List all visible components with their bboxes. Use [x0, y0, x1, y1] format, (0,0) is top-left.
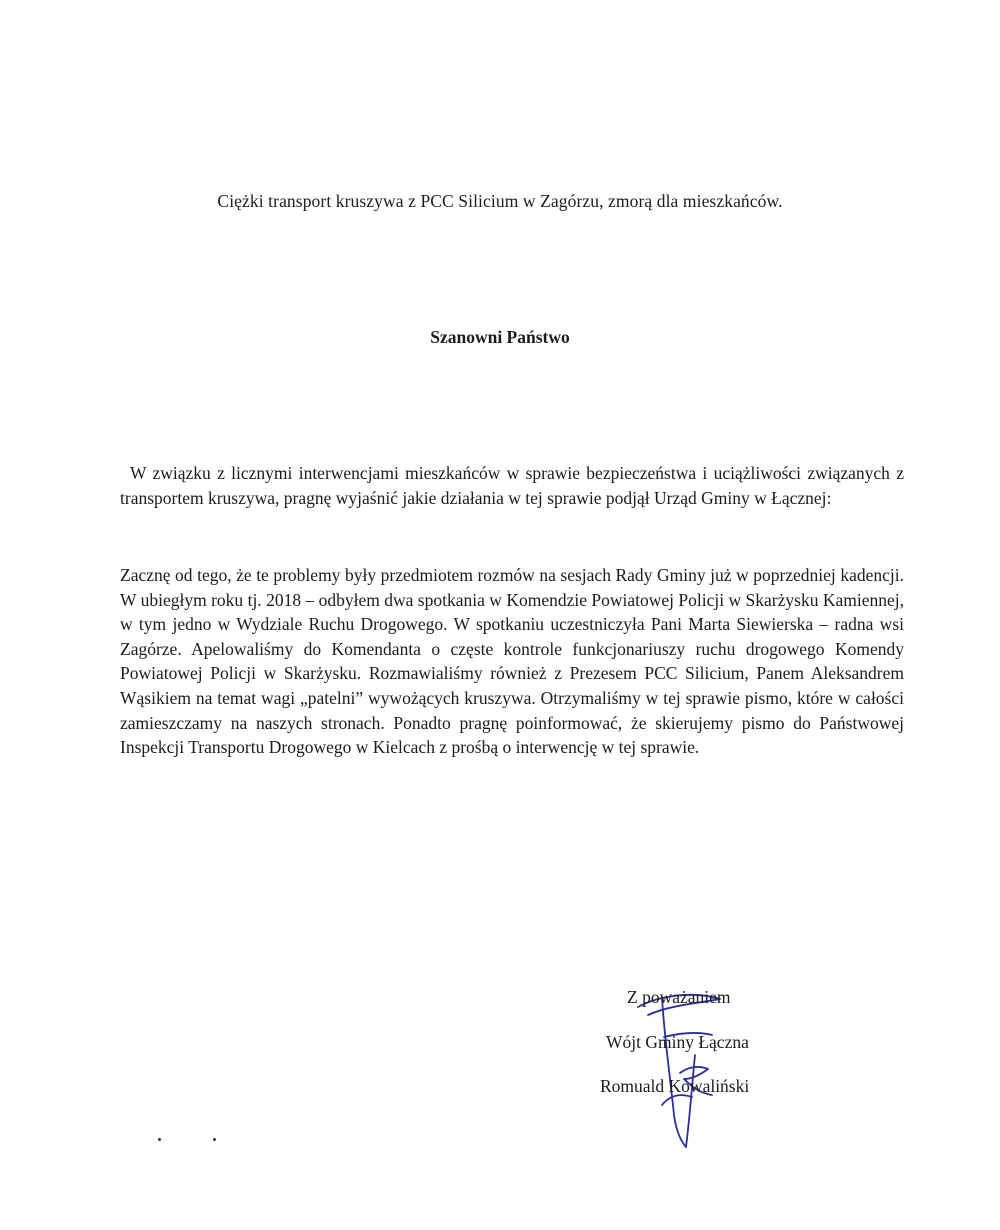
scan-speck — [158, 1138, 161, 1141]
signer-name: Romuald Kowaliński — [600, 1076, 750, 1096]
document-title: Ciężki transport kruszywa z PCC Silicium w Zagórzu, zmorą dla mieszkańców. — [217, 191, 783, 211]
paragraph-body: Zacznę od tego, że te problemy były przedmiotem rozmów na sesjach Rady Gminy już w poprzedniej kadencji. W ubiegłym roku tj. 2018 – odbyłem dwa spotkania w Komendzie Powiatowej Policji w Skarżysku Kamiennej, w tym jedno w Wydziale Ruchu Drogowego. W spotkaniu uczestniczyła Pani Marta Siewierska – radna wsi Zagórze. Apelowaliśmy do Komendanta o częste kontrole funkcjonariuszy ruchu drogowego Komendy Powiatowej Policji w Skarżysku. Rozmawialiśmy również z Prezesem PCC Silicium, Panem Aleksandrem Wąsikiem na temat wagi „patelni” wywożących kruszywa. Otrzymaliśmy w tej sprawie pismo, które w całości zamieszczamy na naszych stronach. Ponadto pragnę poinformować, że skierujemy pismo do Państwowej Inspekcji Transportu Drogowego w Kielcach z prośbą o interwencję w tej sprawie. — [120, 565, 904, 758]
scan-speck — [213, 1138, 216, 1141]
paragraph-intro-text: W związku z licznymi interwencjami mieszkańców w sprawie bezpieczeństwa i uciążliwości związanych z transportem kruszywa, pragnę wyjaśnić jakie działania w tej sprawie podjął Urząd Gminy w Łącznej: — [120, 463, 904, 508]
signer-position: Wójt Gminy Łączna — [606, 1032, 749, 1052]
salutation: Szanowni Państwo — [430, 327, 570, 347]
closing-regards: Z poważaniem — [627, 987, 731, 1007]
paragraph-intro — [120, 461, 904, 510]
